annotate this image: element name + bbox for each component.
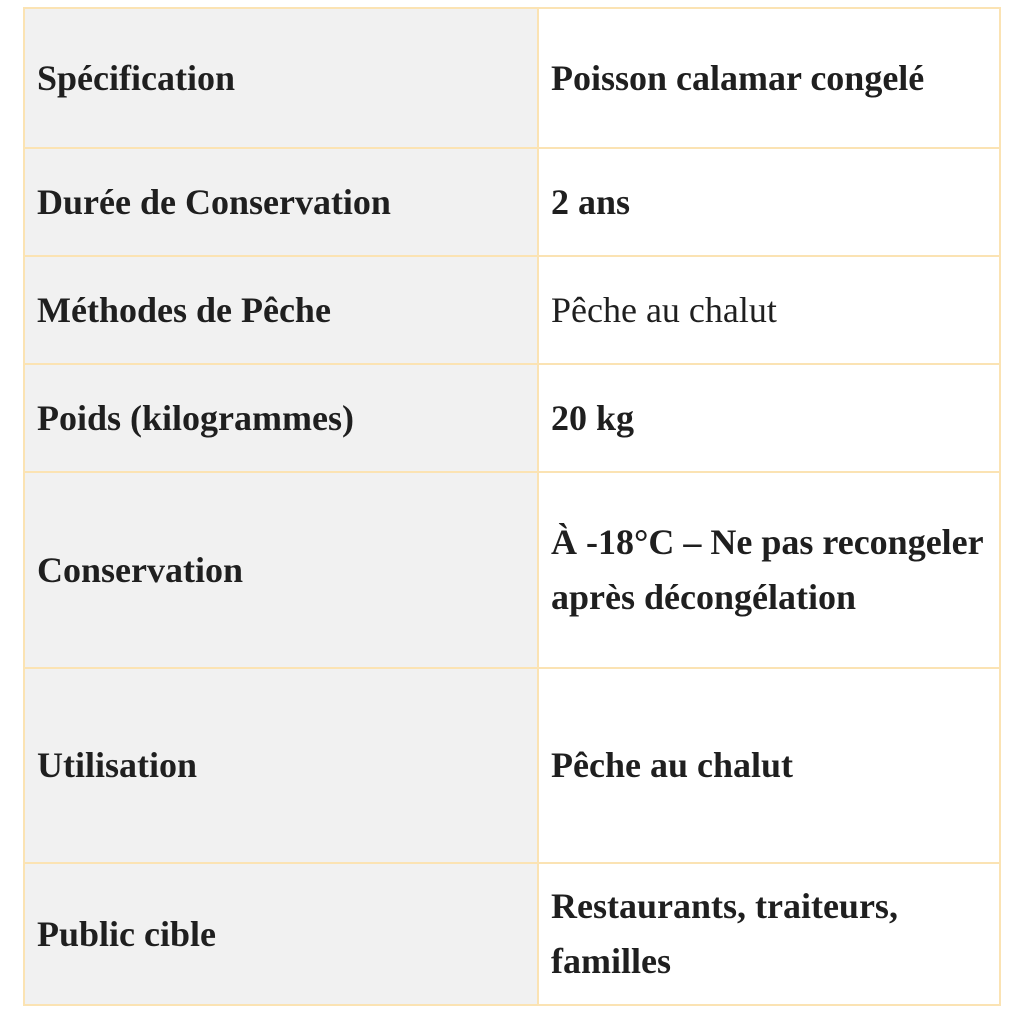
table-row [24, 863, 1000, 1005]
table-row [24, 668, 1000, 863]
row-label-target-audience: Public cible [24, 863, 538, 1005]
table-row [24, 472, 1000, 668]
table-row [24, 364, 1000, 472]
row-value-conservation: À -18°C – Ne pas recongeler après décongélation [538, 472, 1000, 668]
row-value-usage: Pêche au chalut [538, 668, 1000, 863]
row-value-shelf-life: 2 ans [538, 148, 1000, 256]
table-row [24, 8, 1000, 148]
specification-table [23, 7, 1001, 1006]
row-label-fishing-method: Méthodes de Pêche [24, 256, 538, 364]
row-value-weight: 20 kg [538, 364, 1000, 472]
row-label-shelf-life: Durée de Conservation [24, 148, 538, 256]
row-label-conservation: Conservation [24, 472, 538, 668]
row-label-weight: Poids (kilogrammes) [24, 364, 538, 472]
table-row [24, 148, 1000, 256]
row-value-fishing-method: Pêche au chalut [538, 256, 1000, 364]
row-label-usage: Utilisation [24, 668, 538, 863]
row-value-specification: Poisson calamar congelé [538, 8, 1000, 148]
table-row [24, 256, 1000, 364]
row-label-specification: Spécification [24, 8, 538, 148]
row-value-target-audience: Restaurants, traiteurs, familles [538, 863, 1000, 1005]
